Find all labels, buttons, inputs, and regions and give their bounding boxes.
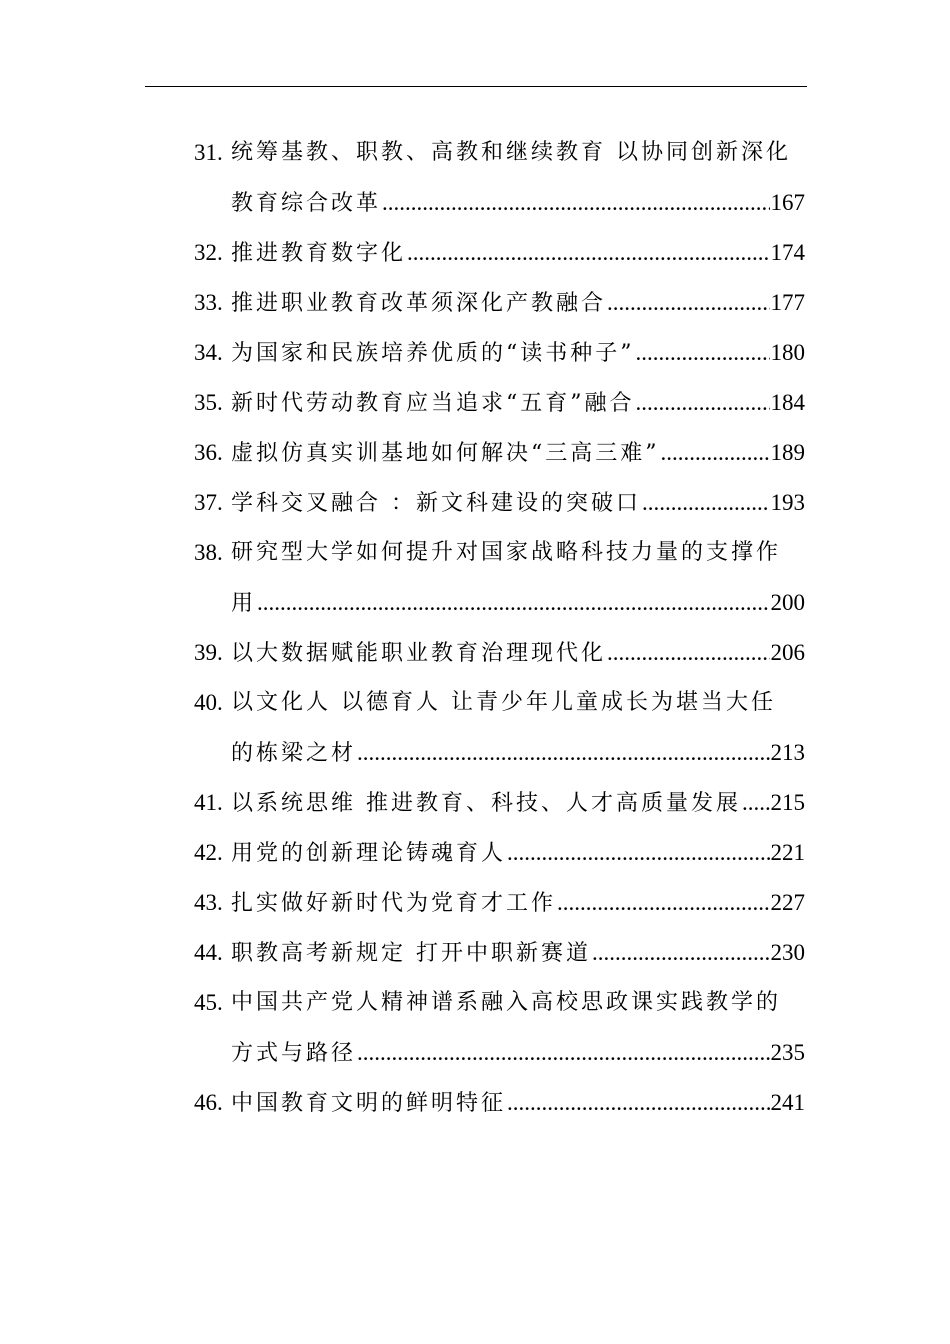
toc-entry[interactable] bbox=[0, 678, 950, 778]
toc-entry-title: 推进职业教育改革须深化产教融合 bbox=[231, 291, 607, 316]
toc-page-number: 215 bbox=[770, 790, 805, 815]
toc-entry-leader-line bbox=[231, 928, 805, 978]
toc-page-number: 230 bbox=[770, 940, 805, 965]
toc-entry-number: 46. bbox=[194, 1090, 223, 1115]
toc-entry-number: 45. bbox=[194, 990, 223, 1015]
toc-line bbox=[0, 978, 950, 1028]
toc-entry[interactable] bbox=[0, 878, 950, 928]
toc-entry-title: 用 bbox=[231, 591, 257, 616]
toc-line bbox=[0, 878, 950, 928]
dot-leader bbox=[742, 778, 770, 828]
toc-entry-leader-line bbox=[231, 878, 805, 928]
toc-entry-number: 34. bbox=[194, 340, 223, 365]
toc-entry-title: 中国教育文明的鲜明特征 bbox=[231, 1091, 507, 1116]
toc-line bbox=[0, 328, 950, 378]
toc-line bbox=[0, 928, 950, 978]
dot-leader bbox=[642, 478, 770, 528]
toc-line bbox=[0, 1028, 950, 1078]
toc-entry[interactable] bbox=[0, 128, 950, 228]
dot-leader bbox=[407, 228, 769, 278]
toc-entry-leader-line bbox=[231, 228, 805, 278]
toc-entry-number: 39. bbox=[194, 640, 223, 665]
toc-line bbox=[0, 428, 950, 478]
toc-line bbox=[0, 378, 950, 428]
toc-line bbox=[0, 178, 950, 228]
dot-leader bbox=[592, 928, 770, 978]
toc-entry-title-line: 统筹基教、职教、高教和继续教育 以协同创新深化 bbox=[231, 140, 791, 165]
toc-page-number: 189 bbox=[770, 440, 805, 465]
toc-entry-title: 用党的创新理论铸魂育人 bbox=[231, 841, 507, 866]
toc-entry-leader-line bbox=[231, 428, 805, 478]
toc-page-number: 177 bbox=[770, 290, 805, 315]
dot-leader bbox=[257, 578, 769, 628]
toc-entry-title: 方式与路径 bbox=[231, 1041, 357, 1066]
toc-entry-number: 40. bbox=[194, 690, 223, 715]
toc-entry-leader-line bbox=[231, 728, 805, 778]
toc-entry[interactable] bbox=[0, 528, 950, 628]
toc-page-number: 213 bbox=[770, 740, 805, 765]
toc-entry-leader-line bbox=[231, 628, 805, 678]
toc-line bbox=[0, 628, 950, 678]
header-rule bbox=[145, 86, 807, 87]
toc-entry[interactable] bbox=[0, 478, 950, 528]
toc-line bbox=[0, 1078, 950, 1128]
toc-entry-title-line: 中国共产党人精神谱系融入高校思政课实践教学的 bbox=[231, 990, 782, 1015]
dot-leader bbox=[357, 728, 769, 778]
dot-leader bbox=[507, 828, 769, 878]
toc-page-number: 221 bbox=[770, 840, 805, 865]
toc-page-number: 241 bbox=[770, 1090, 805, 1115]
toc-entry-leader-line bbox=[231, 1078, 805, 1128]
dot-leader bbox=[661, 428, 770, 478]
toc-entry[interactable] bbox=[0, 428, 950, 478]
toc-page-number: 193 bbox=[770, 490, 805, 515]
toc-entry-leader-line bbox=[231, 278, 805, 328]
toc-entry-leader-line bbox=[231, 328, 805, 378]
toc-line bbox=[0, 828, 950, 878]
toc-entry-number: 36. bbox=[194, 440, 223, 465]
toc-page-number: 174 bbox=[770, 240, 805, 265]
toc-line bbox=[0, 128, 950, 178]
toc-line bbox=[0, 778, 950, 828]
toc-entry-leader-line bbox=[231, 178, 805, 228]
dot-leader bbox=[357, 1028, 769, 1078]
toc-page-number: 200 bbox=[770, 590, 805, 615]
toc-entry[interactable] bbox=[0, 928, 950, 978]
toc-entry[interactable] bbox=[0, 228, 950, 278]
toc-entry-title: 推进教育数字化 bbox=[231, 241, 407, 266]
toc-page-number: 235 bbox=[770, 1040, 805, 1065]
toc-entry-number: 33. bbox=[194, 290, 223, 315]
toc-page-number: 184 bbox=[770, 390, 805, 415]
toc-entry-leader-line bbox=[231, 578, 805, 628]
toc-entry-title: 虚拟仿真实训基地如何解决“三高三难” bbox=[231, 441, 660, 466]
toc-page-number: 180 bbox=[770, 340, 805, 365]
toc-entry-title: 学科交叉融合 ：新文科建设的突破口 bbox=[231, 491, 641, 516]
toc-entry-number: 31. bbox=[194, 140, 223, 165]
toc-entry-leader-line bbox=[231, 378, 805, 428]
toc-entry-title: 教育综合改革 bbox=[231, 191, 382, 216]
toc-entry[interactable] bbox=[0, 378, 950, 428]
toc-line bbox=[0, 228, 950, 278]
toc-entry-title-line: 以文化人 以德育人 让青少年儿童成长为堪当大任 bbox=[231, 690, 776, 715]
toc-entry-title: 以大数据赋能职业教育治理现代化 bbox=[231, 641, 607, 666]
toc-line bbox=[0, 528, 950, 578]
toc-entry[interactable] bbox=[0, 828, 950, 878]
toc-entry[interactable] bbox=[0, 628, 950, 678]
toc-entry[interactable] bbox=[0, 778, 950, 828]
toc-entry[interactable] bbox=[0, 1078, 950, 1128]
toc-line bbox=[0, 678, 950, 728]
toc-entry-number: 38. bbox=[194, 540, 223, 565]
dot-leader bbox=[607, 628, 769, 678]
toc-entry[interactable] bbox=[0, 978, 950, 1078]
toc-entry-number: 43. bbox=[194, 890, 223, 915]
toc-entry-number: 44. bbox=[194, 940, 223, 965]
toc-entry-number: 42. bbox=[194, 840, 223, 865]
toc-page-number: 227 bbox=[770, 890, 805, 915]
dot-leader bbox=[382, 178, 769, 228]
toc-page-number: 206 bbox=[770, 640, 805, 665]
toc-entry-leader-line bbox=[231, 828, 805, 878]
toc-line bbox=[0, 478, 950, 528]
toc-entry-title: 新时代劳动教育应当追求“五育”融合 bbox=[231, 391, 635, 416]
toc-entry-title: 为国家和民族培养优质的“读书种子” bbox=[231, 341, 635, 366]
toc-page-number: 167 bbox=[770, 190, 805, 215]
toc-entry-leader-line bbox=[231, 778, 805, 828]
toc-entry-number: 41. bbox=[194, 790, 223, 815]
toc-entry-number: 35. bbox=[194, 390, 223, 415]
toc-entry-number: 32. bbox=[194, 240, 223, 265]
toc-line bbox=[0, 728, 950, 778]
toc-entry-leader-line bbox=[231, 478, 805, 528]
toc-entry[interactable] bbox=[0, 278, 950, 328]
toc-entry-title: 以系统思维 推进教育、科技、人才高质量发展 bbox=[231, 791, 741, 816]
dot-leader bbox=[636, 378, 770, 428]
dot-leader bbox=[607, 278, 769, 328]
dot-leader bbox=[507, 1078, 769, 1128]
toc-line bbox=[0, 278, 950, 328]
table-of-contents bbox=[0, 128, 950, 1128]
dot-leader bbox=[636, 328, 770, 378]
toc-entry-title: 扎实做好新时代为党育才工作 bbox=[231, 891, 557, 916]
toc-entry[interactable] bbox=[0, 328, 950, 378]
toc-line bbox=[0, 578, 950, 628]
toc-entry-title-line: 研究型大学如何提升对国家战略科技力量的支撑作 bbox=[231, 540, 782, 565]
toc-entry-title: 的栋梁之材 bbox=[231, 741, 357, 766]
toc-entry-leader-line bbox=[231, 1028, 805, 1078]
toc-entry-title: 职教高考新规定 打开中职新赛道 bbox=[231, 941, 591, 966]
dot-leader bbox=[557, 878, 769, 928]
toc-entry-number: 37. bbox=[194, 490, 223, 515]
